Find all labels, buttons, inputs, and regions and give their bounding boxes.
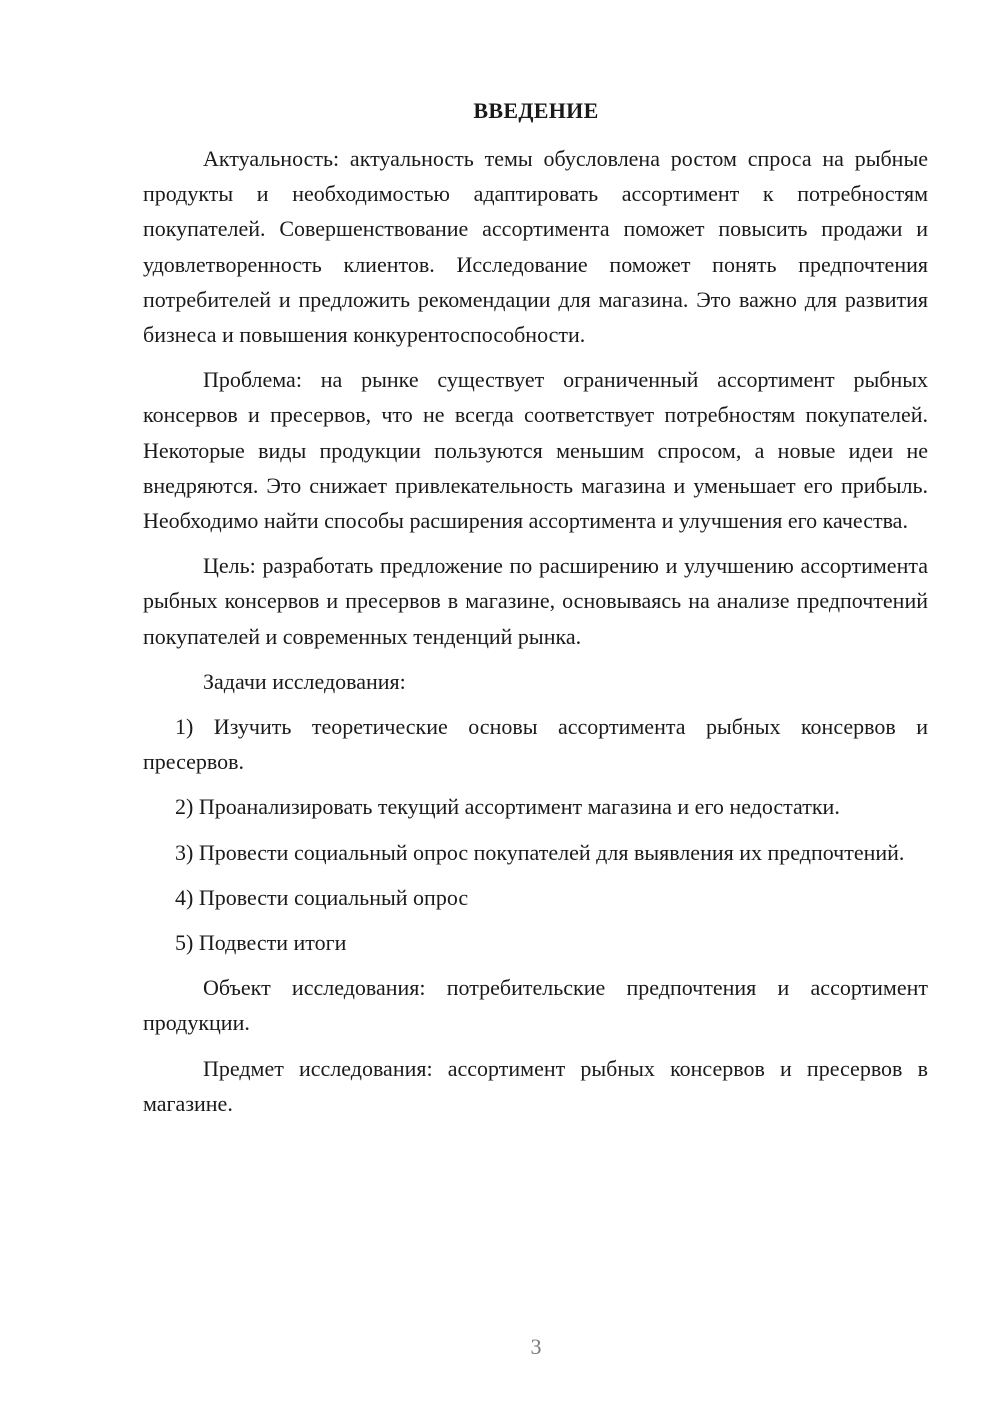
object-paragraph: Объект исследования: потребительские предпочтения и ассортимент продукции. (143, 975, 928, 1036)
task-item-5: 5) Подвести итоги (175, 930, 347, 956)
tasks-title: Задачи исследования: (203, 668, 406, 694)
relevance-paragraph: Актуальность: актуальность темы обусловлена ростом спроса на рыбные продукты и необходимостью адаптировать ассортимент к потребностям покупателей. Совершенствование ассортимента поможет повысить продажи и удовлетворенность клиентов. Исследование поможет понять предпочтения потребителей и предложить рекомендации для магазина. Это важно для развития бизнеса и повышения конкурентоспособности. (143, 146, 928, 348)
subject-paragraph: Предмет исследования: ассортимент рыбных консервов и пресервов в магазине. (143, 1055, 928, 1116)
body-text (143, 141, 928, 1121)
task-item-4: 4) Провести социальный опрос (175, 884, 469, 910)
task-item-2: 2) Проанализировать текущий ассортимент магазина и его недостатки. (175, 794, 840, 820)
page-number: 3 (530, 1334, 542, 1359)
tasks-list (143, 709, 928, 960)
task-item-1: 1) Изучить теоретические основы ассортимента рыбных консервов и пресервов. (143, 714, 928, 775)
problem-paragraph: Проблема: на рынке существует ограниченный ассортимент рыбных консервов и пресервов, что не всегда соответствует потребностям покупателей. Некоторые виды продукции пользуются меньшим спросом, а новые идеи не внедряются. Это снижает привлекательность магазина и уменьшает его прибыль. Необходимо найти способы расширения ассортимента и улучшения его качества. (143, 367, 928, 534)
goal-paragraph: Цель: разработать предложение по расширению и улучшению ассортимента рыбных консервов и пресервов в магазине, основываясь на анализе предпочтений покупателей и современных тенденций рынка. (143, 553, 928, 649)
task-item-3: 3) Провести социальный опрос покупателей для выявления их предпочтений. (175, 839, 905, 865)
section-heading: ВВЕДЕНИЕ (473, 98, 599, 123)
